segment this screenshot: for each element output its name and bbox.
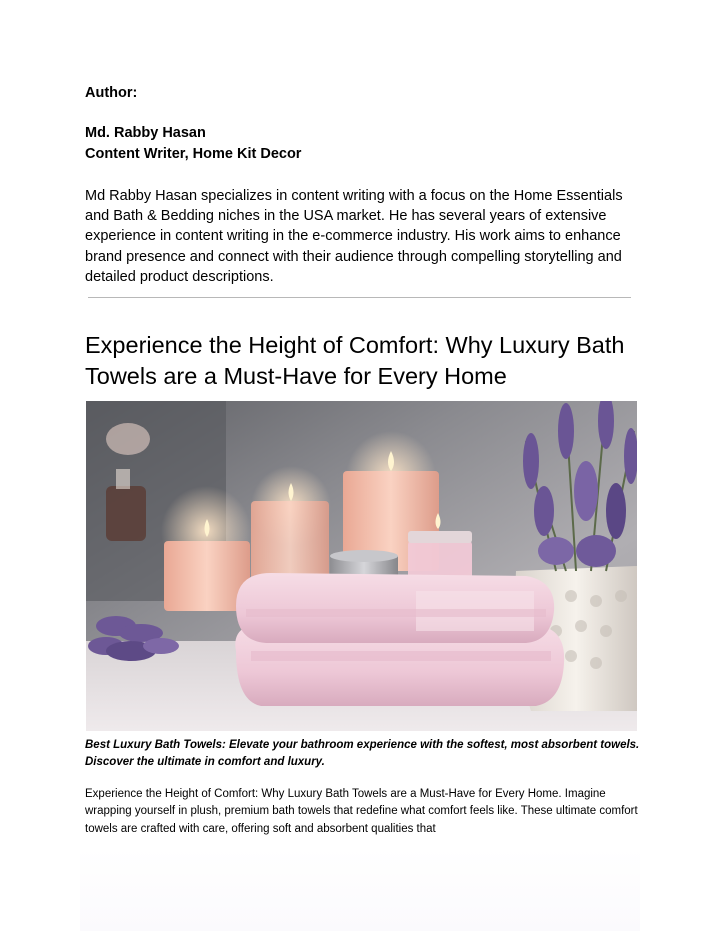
blurred-bottle [106, 486, 146, 541]
section-divider [88, 297, 631, 298]
article-title: Experience the Height of Comfort: Why Luxury Bath Towels are a Must-Have for Every Home [85, 332, 625, 389]
author-role: Content Writer, Home Kit Decor [85, 146, 302, 162]
towel-stack [235, 573, 564, 706]
author-label: Author: [85, 85, 138, 101]
author-name: Md. Rabby Hasan [85, 125, 206, 141]
image-caption: Best Luxury Bath Towels: Elevate your bathroom experience with the softest, most absorbent towels. Discover the ultimate in comfort and luxury. [85, 739, 640, 768]
author-bio: Md Rabby Hasan specializes in content writing with a focus on the Home Essentials and Bath & Bedding niches in the USA market. He has several years of extensive experience in content writing in the e-commerce industry. His work aims to enhance brand presence and connect with their audience through compelling storytelling and detailed product descriptions. [85, 188, 623, 285]
article-body: Experience the Height of Comfort: Why Luxury Bath Towels are a Must-Have for Every Home. Imagine wrapping yourself in plush, premium bath towels that redefine what comfort feels like. These ultimate comfort towels are crafted with care, offering soft and absorbent qualities that [85, 788, 638, 835]
page-bottom-fade [80, 848, 640, 931]
hero-image [86, 401, 637, 731]
